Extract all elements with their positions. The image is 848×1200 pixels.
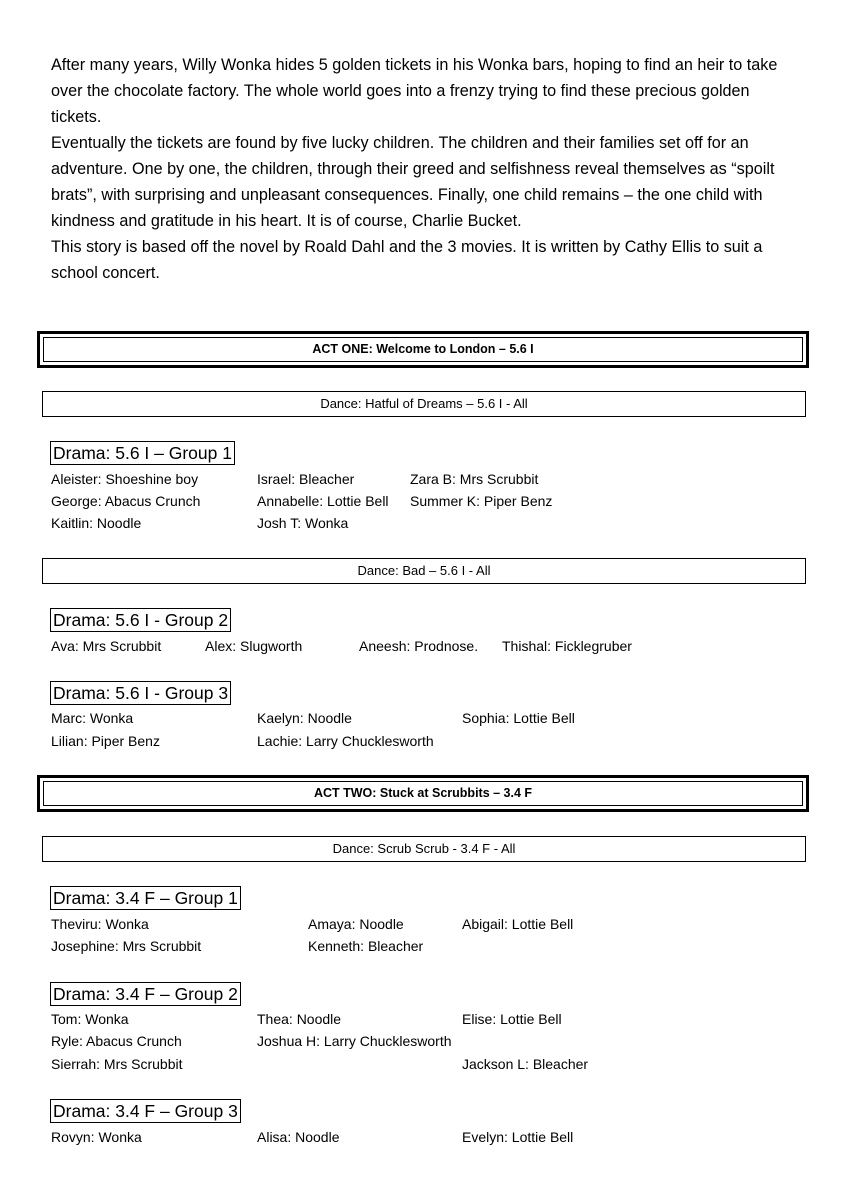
dance-scrub-scrub: Dance: Scrub Scrub - 3.4 F - All <box>42 836 806 862</box>
drama-group-title: Drama: 5.6 I - Group 3 <box>50 681 231 705</box>
drama-group-title: Drama: 5.6 I – Group 1 <box>50 441 235 465</box>
intro-paragraph: This story is based off the novel by Roald Dahl and the 3 movies. It is written by Cathy Ellis to suit a school concert. <box>51 238 763 282</box>
cast-entry: Sophia: Lottie Bell <box>462 710 575 726</box>
cast-entry: George: Abacus Crunch <box>51 493 201 509</box>
drama-group-title: Drama: 3.4 F – Group 3 <box>50 1099 241 1123</box>
cast-entry: Amaya: Noodle <box>308 916 404 932</box>
cast-entry: Sierrah: Mrs Scrubbit <box>51 1056 183 1072</box>
intro-text <box>51 52 801 286</box>
cast-entry: Jackson L: Bleacher <box>462 1056 589 1072</box>
drama-group-title: Drama: 5.6 I - Group 2 <box>50 608 231 632</box>
cast-entry: Tom: Wonka <box>51 1011 129 1027</box>
cast-entry: Evelyn: Lottie Bell <box>462 1129 574 1145</box>
cast-entry: Alex: Slugworth <box>205 638 303 654</box>
cast-entry: Aneesh: Prodnose. <box>359 638 479 654</box>
cast-entry: Marc: Wonka <box>51 710 134 726</box>
cast-entry: Annabelle: Lottie Bell <box>257 493 389 509</box>
act-two-title: ACT TWO: Stuck at Scrubbits – 3.4 F <box>43 781 803 806</box>
drama-group-title: Drama: 3.4 F – Group 1 <box>50 886 241 910</box>
cast-entry: Abigail: Lottie Bell <box>462 916 574 932</box>
cast-entry: Kenneth: Bleacher <box>308 938 424 954</box>
cast-entry: Joshua H: Larry Chucklesworth <box>257 1033 452 1049</box>
cast-entry: Lachie: Larry Chucklesworth <box>257 733 434 749</box>
cast-entry: Rovyn: Wonka <box>51 1129 142 1145</box>
dance-bad: Dance: Bad – 5.6 I - All <box>42 558 806 584</box>
cast-entry: Israel: Bleacher <box>257 471 355 487</box>
cast-entry: Aleister: Shoeshine boy <box>51 471 199 487</box>
act-two-heading <box>37 775 809 812</box>
act-one-title: ACT ONE: Welcome to London – 5.6 I <box>43 337 803 362</box>
cast-entry: Kaelyn: Noodle <box>257 710 352 726</box>
cast-entry: Kaitlin: Noodle <box>51 515 142 531</box>
cast-entry: Lilian: Piper Benz <box>51 733 160 749</box>
intro-paragraph: After many years, Willy Wonka hides 5 golden tickets in his Wonka bars, hoping to find an heir to take over the chocolate factory. The whole world goes into a frenzy trying to find these precious golden tickets. <box>51 56 778 126</box>
cast-entry: Thea: Noodle <box>257 1011 342 1027</box>
act-one-heading <box>37 331 809 368</box>
cast-entry: Summer K: Piper Benz <box>410 493 553 509</box>
cast-entry: Alisa: Noodle <box>257 1129 340 1145</box>
cast-entry: Thishal: Ficklegruber <box>502 638 632 654</box>
drama-group-title: Drama: 3.4 F – Group 2 <box>50 982 241 1006</box>
cast-entry: Ava: Mrs Scrubbit <box>51 638 162 654</box>
cast-entry: Ryle: Abacus Crunch <box>51 1033 182 1049</box>
cast-entry: Josephine: Mrs Scrubbit <box>51 938 202 954</box>
cast-entry: Theviru: Wonka <box>51 916 149 932</box>
dance-hatful-of-dreams: Dance: Hatful of Dreams – 5.6 I - All <box>42 391 806 417</box>
intro-paragraph: Eventually the tickets are found by five lucky children. The children and their families set off for an adventure. One by one, the children, through their greed and selfishness reveal themselves as “spoilt brats”, with surprising and unpleasant consequences. Finally, one child remains – the one child with kindness and gratitude in his heart. It is of course, Charlie Bucket. <box>51 134 775 230</box>
cast-entry: Elise: Lottie Bell <box>462 1011 562 1027</box>
cast-entry: Zara B: Mrs Scrubbit <box>410 471 539 487</box>
cast-entry: Josh T: Wonka <box>257 515 349 531</box>
